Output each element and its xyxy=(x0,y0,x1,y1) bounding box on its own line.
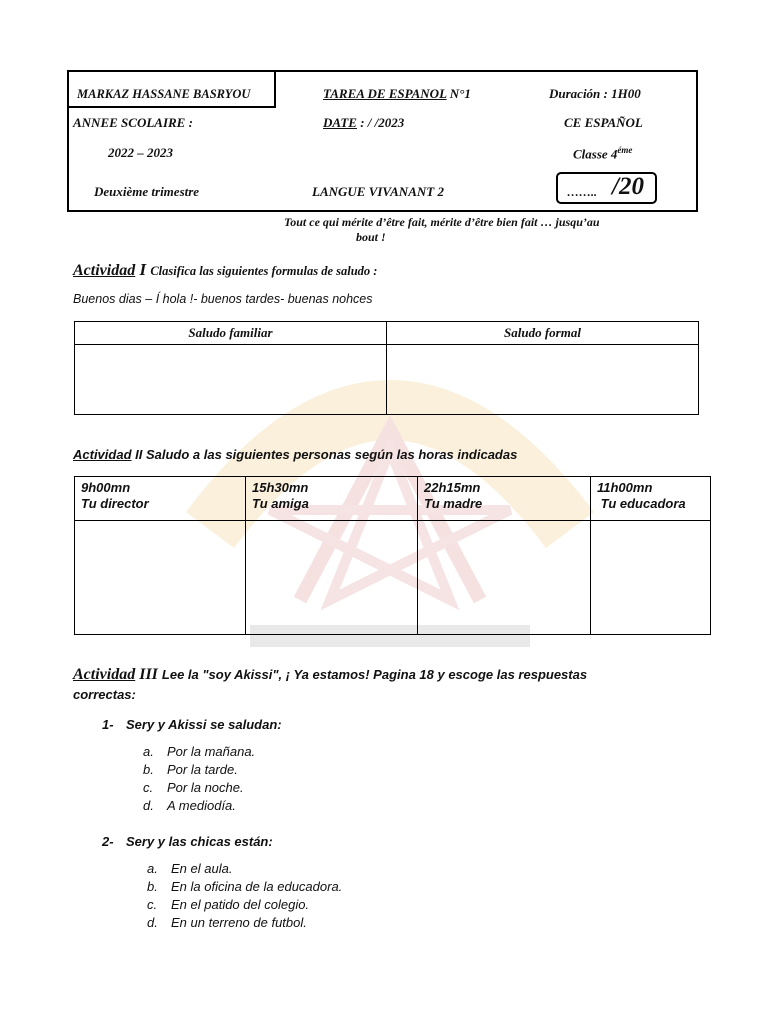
answer-cell[interactable] xyxy=(591,521,711,635)
greeting-list: Buenos dias – Í hola !- buenos tardes- buenas nohces xyxy=(73,292,373,306)
time-header-cell xyxy=(418,477,591,521)
answer-cell[interactable] xyxy=(75,521,246,635)
question-2: 2- Sery y las chicas están: xyxy=(102,834,273,849)
answer-cell-familiar[interactable] xyxy=(75,345,387,415)
time-header-cell xyxy=(591,477,711,521)
answer-cell[interactable] xyxy=(246,521,418,635)
activity-3-title: Actividad III Lee la "soy Akissi", ¡ Ya estamos! Pagina 18 y escoge las respuestas xyxy=(73,666,588,683)
option[interactable]: d. A mediodía. xyxy=(143,798,236,813)
question-2-options xyxy=(147,860,342,932)
time-header-cell xyxy=(75,477,246,521)
option[interactable]: b. Por la tarde. xyxy=(143,762,238,777)
option[interactable]: a. En el aula. xyxy=(147,861,233,876)
school-year: 2022 – 2023 xyxy=(108,145,173,160)
time-label: 11h00mn xyxy=(597,480,653,495)
task-title: TAREA DE ESPANOL N°1 xyxy=(323,86,471,101)
greeting-times-table xyxy=(74,476,711,635)
score-blank: …….. xyxy=(567,185,597,199)
school-name: MARKAZ HASSANE BASRYOU xyxy=(77,87,251,101)
time-header-cell xyxy=(246,477,418,521)
subject: CE ESPAÑOL xyxy=(564,115,643,130)
score-total: /20 xyxy=(612,173,644,200)
col-header-familiar: Saludo familiar xyxy=(75,322,387,345)
time-label: 15h30mn xyxy=(252,480,309,495)
school-year-label: ANNEE SCOLAIRE : xyxy=(73,115,193,130)
option[interactable]: d. En un terreno de futbol. xyxy=(147,915,307,930)
date-field: DATE : / /2023 xyxy=(323,115,405,130)
time-label: 22h15mn xyxy=(424,480,481,495)
option[interactable]: a. Por la mañana. xyxy=(143,744,256,759)
question-1: 1- Sery y Akissi se saludan: xyxy=(102,717,282,732)
person-label: Tu madre xyxy=(424,496,483,511)
person-label: Tu amiga xyxy=(252,496,309,511)
person-label: Tu educadora xyxy=(597,496,686,511)
trimester: Deuxième trimestre xyxy=(94,184,200,199)
option[interactable]: c. En el patido del colegio. xyxy=(147,897,310,912)
classify-table xyxy=(74,321,699,415)
question-1-options xyxy=(143,743,255,815)
activity-2-title: Actividad II Saludo a las siguientes personas según las horas indicadas xyxy=(73,447,518,462)
motto: Tout ce qui mérite d’être fait, mérite d’être bien fait … jusqu’au bout ! xyxy=(284,215,600,244)
time-label: 9h00mn xyxy=(81,480,131,495)
language-level: LANGUE VIVANANT 2 xyxy=(312,184,444,199)
col-header-formal: Saludo formal xyxy=(387,322,699,345)
activity-3-title-cont: correctas: xyxy=(73,687,136,702)
answer-cell[interactable] xyxy=(418,521,591,635)
person-label: Tu director xyxy=(81,496,149,511)
option[interactable]: b. En la oficina de la educadora. xyxy=(147,879,343,894)
answer-cell-formal[interactable] xyxy=(387,345,699,415)
class-level: Classe $4^{éme}$ xyxy=(573,145,633,162)
duration: Duración : 1H00 xyxy=(549,86,641,101)
activity-1-title: Actividad I Clasifica las siguientes formulas de saludo : xyxy=(73,260,378,279)
option[interactable]: c. Por la noche. xyxy=(143,780,244,795)
